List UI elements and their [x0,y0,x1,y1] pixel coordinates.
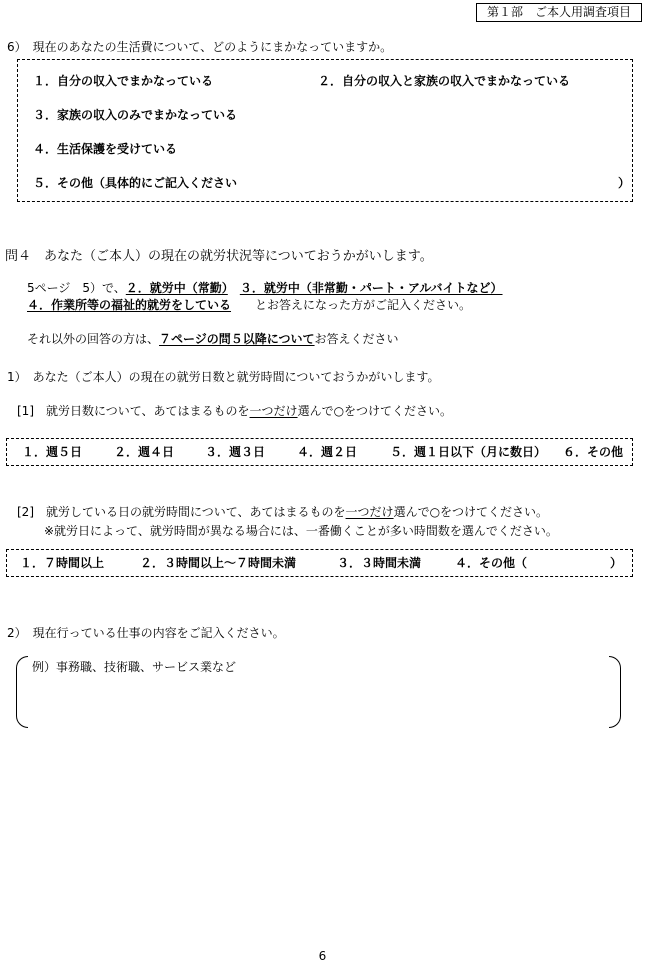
q2-answer-area[interactable] [32,660,602,724]
q1-sub1-option-1[interactable]: １．週５日 [22,445,83,459]
section-label: 第１部 ご本人用調査項目 [476,3,642,22]
q1-sub2-label: [2] [17,505,34,519]
q6-option-2[interactable]: ２．自分の収入と家族の収入でまかなっている [318,74,571,88]
q1-sub2-text-after: 選んで○をつけてください。 [393,505,549,519]
page-number: 6 [318,949,327,963]
q1-sub1-text-after: 選んで○をつけてください。 [297,404,453,418]
q1-sub2-option-1[interactable]: １．７時間以上 [20,556,105,570]
q6-title: 6） 現在のあなたの生活費について、どのようにまかなっていますか。 [7,40,393,54]
q1-title: 1） あなた（ご本人）の現在の就労日数と就労時間についておうかがいします。 [7,370,440,384]
q2-title: 2） 現在行っている仕事の内容をご記入ください。 [7,626,285,640]
q4-other-suffix: お答えください [314,332,399,346]
q4-intro-suffix: とお答えになった方がご記入ください。 [255,298,472,312]
q4-intro-line1 [27,281,503,296]
q1-sub1-option-4[interactable]: ４．週２日 [297,445,358,459]
q4-intro-option-3: ３．就労中（非常勤・パート・アルバイトなど） [239,281,503,295]
q6-option-5[interactable]: ５．その他（具体的にご記入ください [33,176,238,190]
q1-sub1-prompt [17,404,452,419]
q1-sub2-emph: 一つだけ [345,505,394,519]
q4-title: 問４ あなた（ご本人）の現在の就労状況等についておうかがいします。 [5,249,433,264]
q1-sub2-option-4[interactable]: ４．その他（ [455,556,528,570]
q1-sub1-label: [1] [17,404,34,418]
q4-other-prefix: それ以外の回答の方は、 [27,332,160,346]
q6-option-3[interactable]: ３．家族の収入のみでまかなっている [33,108,238,122]
q1-sub2-note: ※就労日によって、就労時間が異なる場合には、一番働くことが多い時間数を選んでください。 [44,524,558,538]
q6-option-4[interactable]: ４．生活保護を受けている [33,142,178,156]
q4-intro-prefix: 5ページ 5）で、 [27,281,126,295]
q1-sub2-option-3[interactable]: ３．３時間未満 [337,556,422,570]
q2-answer-bracket-right [609,656,621,728]
q6-option-1[interactable]: １．自分の収入でまかなっている [33,74,214,88]
q1-sub1-option-3[interactable]: ３．週３日 [205,445,266,459]
q6-close-paren: ） [618,176,631,190]
q4-intro-line2 [27,298,471,313]
q1-sub2-option-2[interactable]: ２．３時間以上～７時間未満 [140,556,297,570]
q1-sub2-text-before: 就労している日の就労時間について、あてはまるものを [46,505,346,519]
q1-sub2-prompt [17,505,548,520]
q1-sub1-option-5[interactable]: ５．週１日以下（月に数日） [390,445,547,459]
q2-answer-bracket-left [16,656,28,728]
q4-intro-option-4: ４．作業所等の福祉的就労をしている [27,298,232,312]
q2-example: 例）事務職、技術職、サービス業など [32,660,237,674]
q4-other-note [27,332,399,347]
q1-sub2-close-paren: ） [610,556,623,570]
q4-intro-option-2: ２．就労中（常勤） [125,281,228,295]
q4-other-link: ７ページの問５以降について [159,332,315,346]
q1-sub1-option-2[interactable]: ２．週４日 [114,445,175,459]
q1-sub1-text-before: 就労日数について、あてはまるものを [46,404,250,418]
q1-sub1-option-6[interactable]: ６．その他 [563,445,624,459]
q1-sub1-emph: 一つだけ [249,404,298,418]
